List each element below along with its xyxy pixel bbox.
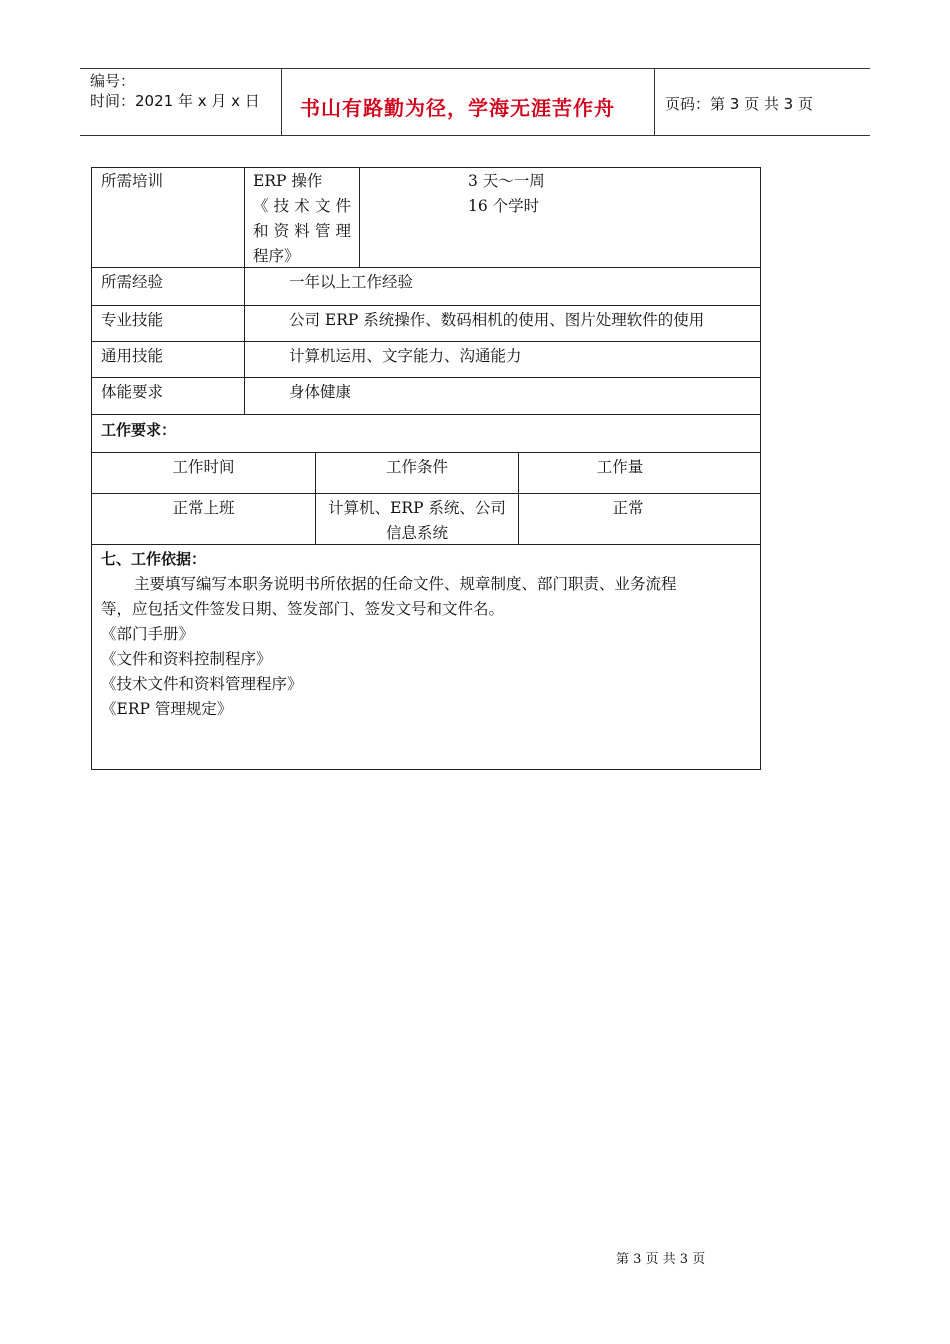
training-duration-line: 16 个学时 (468, 197, 540, 215)
header-bottom-rule (80, 135, 870, 136)
training-label: 所需培训 (101, 172, 164, 190)
row-divider (91, 305, 761, 306)
table-border-top (91, 167, 761, 168)
professional-skills-value: 公司 ERP 系统操作、数码相机的使用、图片处理软件的使用 (289, 311, 705, 329)
training-course-line: 程序》 (253, 247, 300, 265)
general-skills-label: 通用技能 (101, 347, 164, 365)
table-border-bottom (91, 769, 761, 770)
training-duration (468, 169, 545, 219)
header-top-rule (80, 68, 870, 69)
general-skills-value: 计算机运用、文字能力、沟通能力 (289, 347, 522, 365)
col-divider (244, 167, 245, 414)
basis-title: 七、工作依据： (101, 550, 207, 568)
serial-label: 编号： (90, 72, 136, 90)
work-conditions-line: 计算机、ERP 系统、公司 (328, 499, 506, 517)
training-course (253, 169, 351, 269)
page-info: 页码：第 3 页 共 3 页 (665, 95, 813, 113)
row-divider (91, 267, 761, 268)
work-conditions-line: 信息系统 (385, 524, 448, 542)
training-duration-line: 3 天～一周 (468, 172, 545, 190)
training-course-line: ERP 操作 (253, 172, 323, 190)
column-header-time: 工作时间 (172, 458, 235, 476)
basis-doc-item: 《ERP 管理规定》 (101, 700, 233, 718)
experience-value: 一年以上工作经验 (289, 273, 414, 291)
basis-doc-item: 《部门手册》 (101, 625, 195, 643)
date-label: 时间：2021 年 x 月 x 日 (90, 92, 260, 110)
basis-doc-item: 《文件和资料控制程序》 (101, 650, 272, 668)
training-course-line: 《技术文件 (253, 197, 351, 215)
physical-label: 体能要求 (101, 383, 164, 401)
header-divider-left (281, 68, 282, 136)
row-divider (91, 377, 761, 378)
work-conditions-value (316, 496, 518, 546)
row-divider (91, 493, 761, 494)
footer-page-number: 第 3 页 共 3 页 (616, 1252, 706, 1267)
table-border-right (760, 167, 761, 770)
training-course-line: 和资料管理 (253, 222, 351, 240)
work-time-value: 正常上班 (172, 499, 235, 517)
physical-value: 身体健康 (289, 383, 352, 401)
header-divider-right (654, 68, 655, 136)
work-volume-value: 正常 (612, 499, 644, 517)
row-divider (91, 452, 761, 453)
row-divider (91, 414, 761, 415)
experience-label: 所需经验 (101, 273, 164, 291)
work-requirements-title: 工作要求： (101, 421, 177, 439)
column-header-conditions: 工作条件 (385, 458, 448, 476)
col-divider (359, 167, 360, 267)
basis-intro-line1: 主要填写编写本职务说明书所依据的任命文件、规章制度、部门职责、业务流程 (134, 575, 677, 593)
basis-intro-line2: 等，应包括文件签发日期、签发部门、签发文号和文件名。 (101, 600, 505, 618)
professional-skills-label: 专业技能 (101, 311, 164, 329)
header-motto: 书山有路勤为径，学海无涯苦作舟 (300, 96, 615, 120)
row-divider (91, 341, 761, 342)
basis-doc-item: 《技术文件和资料管理程序》 (101, 675, 303, 693)
column-header-volume: 工作量 (596, 458, 644, 476)
